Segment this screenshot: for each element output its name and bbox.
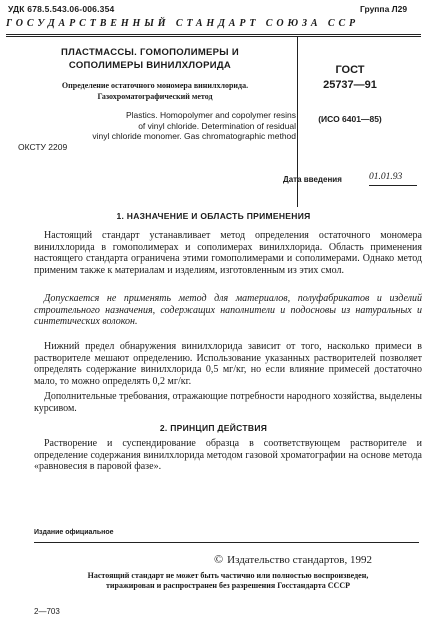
section-1-heading: 1. НАЗНАЧЕНИЕ И ОБЛАСТЬ ПРИМЕНЕНИЯ — [116, 211, 311, 221]
section-2-heading: 2. ПРИНЦИП ДЕЙСТВИЯ — [159, 423, 268, 433]
english-line-1: Plastics. Homopolymer and copolymer resins — [125, 110, 296, 120]
header-rule-top — [6, 34, 421, 35]
paragraph-text: Нижний предел обнаружения винилхлорида зависит от того, насколько примеси в растворителе мешают определению. Использование указанных растворителей позволяет определять содержание винилхлорида 0,5 мг/кг, но если влияние примесей достаточно мало, то можно определять 0,2 мг/кг. — [34, 341, 422, 388]
paragraph-text: Настоящий стандарт устанавливает метод определения остаточного мономера винилхлорида в гомополимерах и сополимерах винилхлорида. Область применения настоящего стандарта ограничена этими гомополимерами и сополимерами. Однако метод применим также к материалам и изделиям, изготовленным из этих смол. — [34, 230, 422, 277]
copyright-text: Издательство стандартов, 1992 — [227, 554, 372, 566]
date-underline — [369, 185, 417, 186]
footer-rule — [34, 542, 419, 543]
paragraph-text: Допускается не применять метод для материалов, полуфабрикатов и изделий строительного назначения, содержащих наполнители и подосновы из натуральных и синтетических волокон. — [34, 293, 422, 328]
section-2-paragraph-1 — [34, 438, 422, 486]
notice-line-2: тиражирован и распространен без разрешения Госстандарта СССР — [106, 581, 350, 590]
paragraph-text: Дополнительные требования, отражающие потребности народного хозяйства, выделены курсивом. — [34, 391, 422, 414]
date-label: Дата введения — [283, 175, 342, 184]
title-line-2: СОПОЛИМЕРЫ ВИНИЛХЛОРИДА — [68, 60, 232, 71]
group-code: Группа Л29 — [360, 4, 408, 14]
reproduction-notice — [34, 571, 422, 591]
title-line-1: ПЛАСТМАССЫ. ГОМОПОЛИМЕРЫ И — [61, 47, 239, 58]
date-value: 01.01.93 — [369, 172, 403, 182]
document-subtitle — [20, 80, 290, 102]
page-number: 2—703 — [34, 607, 60, 616]
iso-reference: (ИСО 6401—85) — [318, 114, 382, 124]
header-rule-bottom — [6, 36, 421, 37]
paragraph-text: Растворение и суспендирование образца в соответствующем растворителе и определение содержания винилхлорида методом газовой хроматографии на основе метода «равновесия в паровой фазе». — [34, 438, 422, 473]
subtitle-line-2: Газохроматографический метод — [97, 92, 213, 101]
section-1-paragraph-2 — [34, 293, 422, 341]
gost-label: ГОСТ — [335, 64, 365, 76]
copyright-icon: © — [214, 552, 224, 566]
official-edition: Издание официальное — [34, 529, 114, 536]
copyright-line — [214, 552, 372, 567]
gost-designation — [300, 63, 400, 93]
notice-line-1: Настоящий стандарт не может быть частично или полностью воспроизведен, — [87, 571, 369, 580]
english-line-2: of vinyl chloride. Determination of residual — [138, 120, 296, 131]
gost-number: 25737—91 — [323, 79, 377, 91]
okstu-code: ОКСТУ 2209 — [18, 142, 68, 152]
section-1-paragraph-3 — [34, 341, 422, 389]
section-1-paragraph-4 — [34, 391, 422, 415]
subtitle-line-1: Определение остаточного мономера винилхлорида. — [61, 81, 249, 90]
english-line-3: vinyl chloride monomer. Gas chromatographic method — [92, 131, 296, 141]
udk-code: УДК 678.5.543.06-006.354 — [8, 4, 115, 14]
section-1-paragraph-1 — [34, 230, 422, 290]
document-title — [30, 46, 270, 72]
standard-banner: ГОСУДАРСТВЕННЫЙ СТАНДАРТ СОЮЗА ССР — [6, 18, 360, 29]
english-title — [18, 110, 296, 142]
